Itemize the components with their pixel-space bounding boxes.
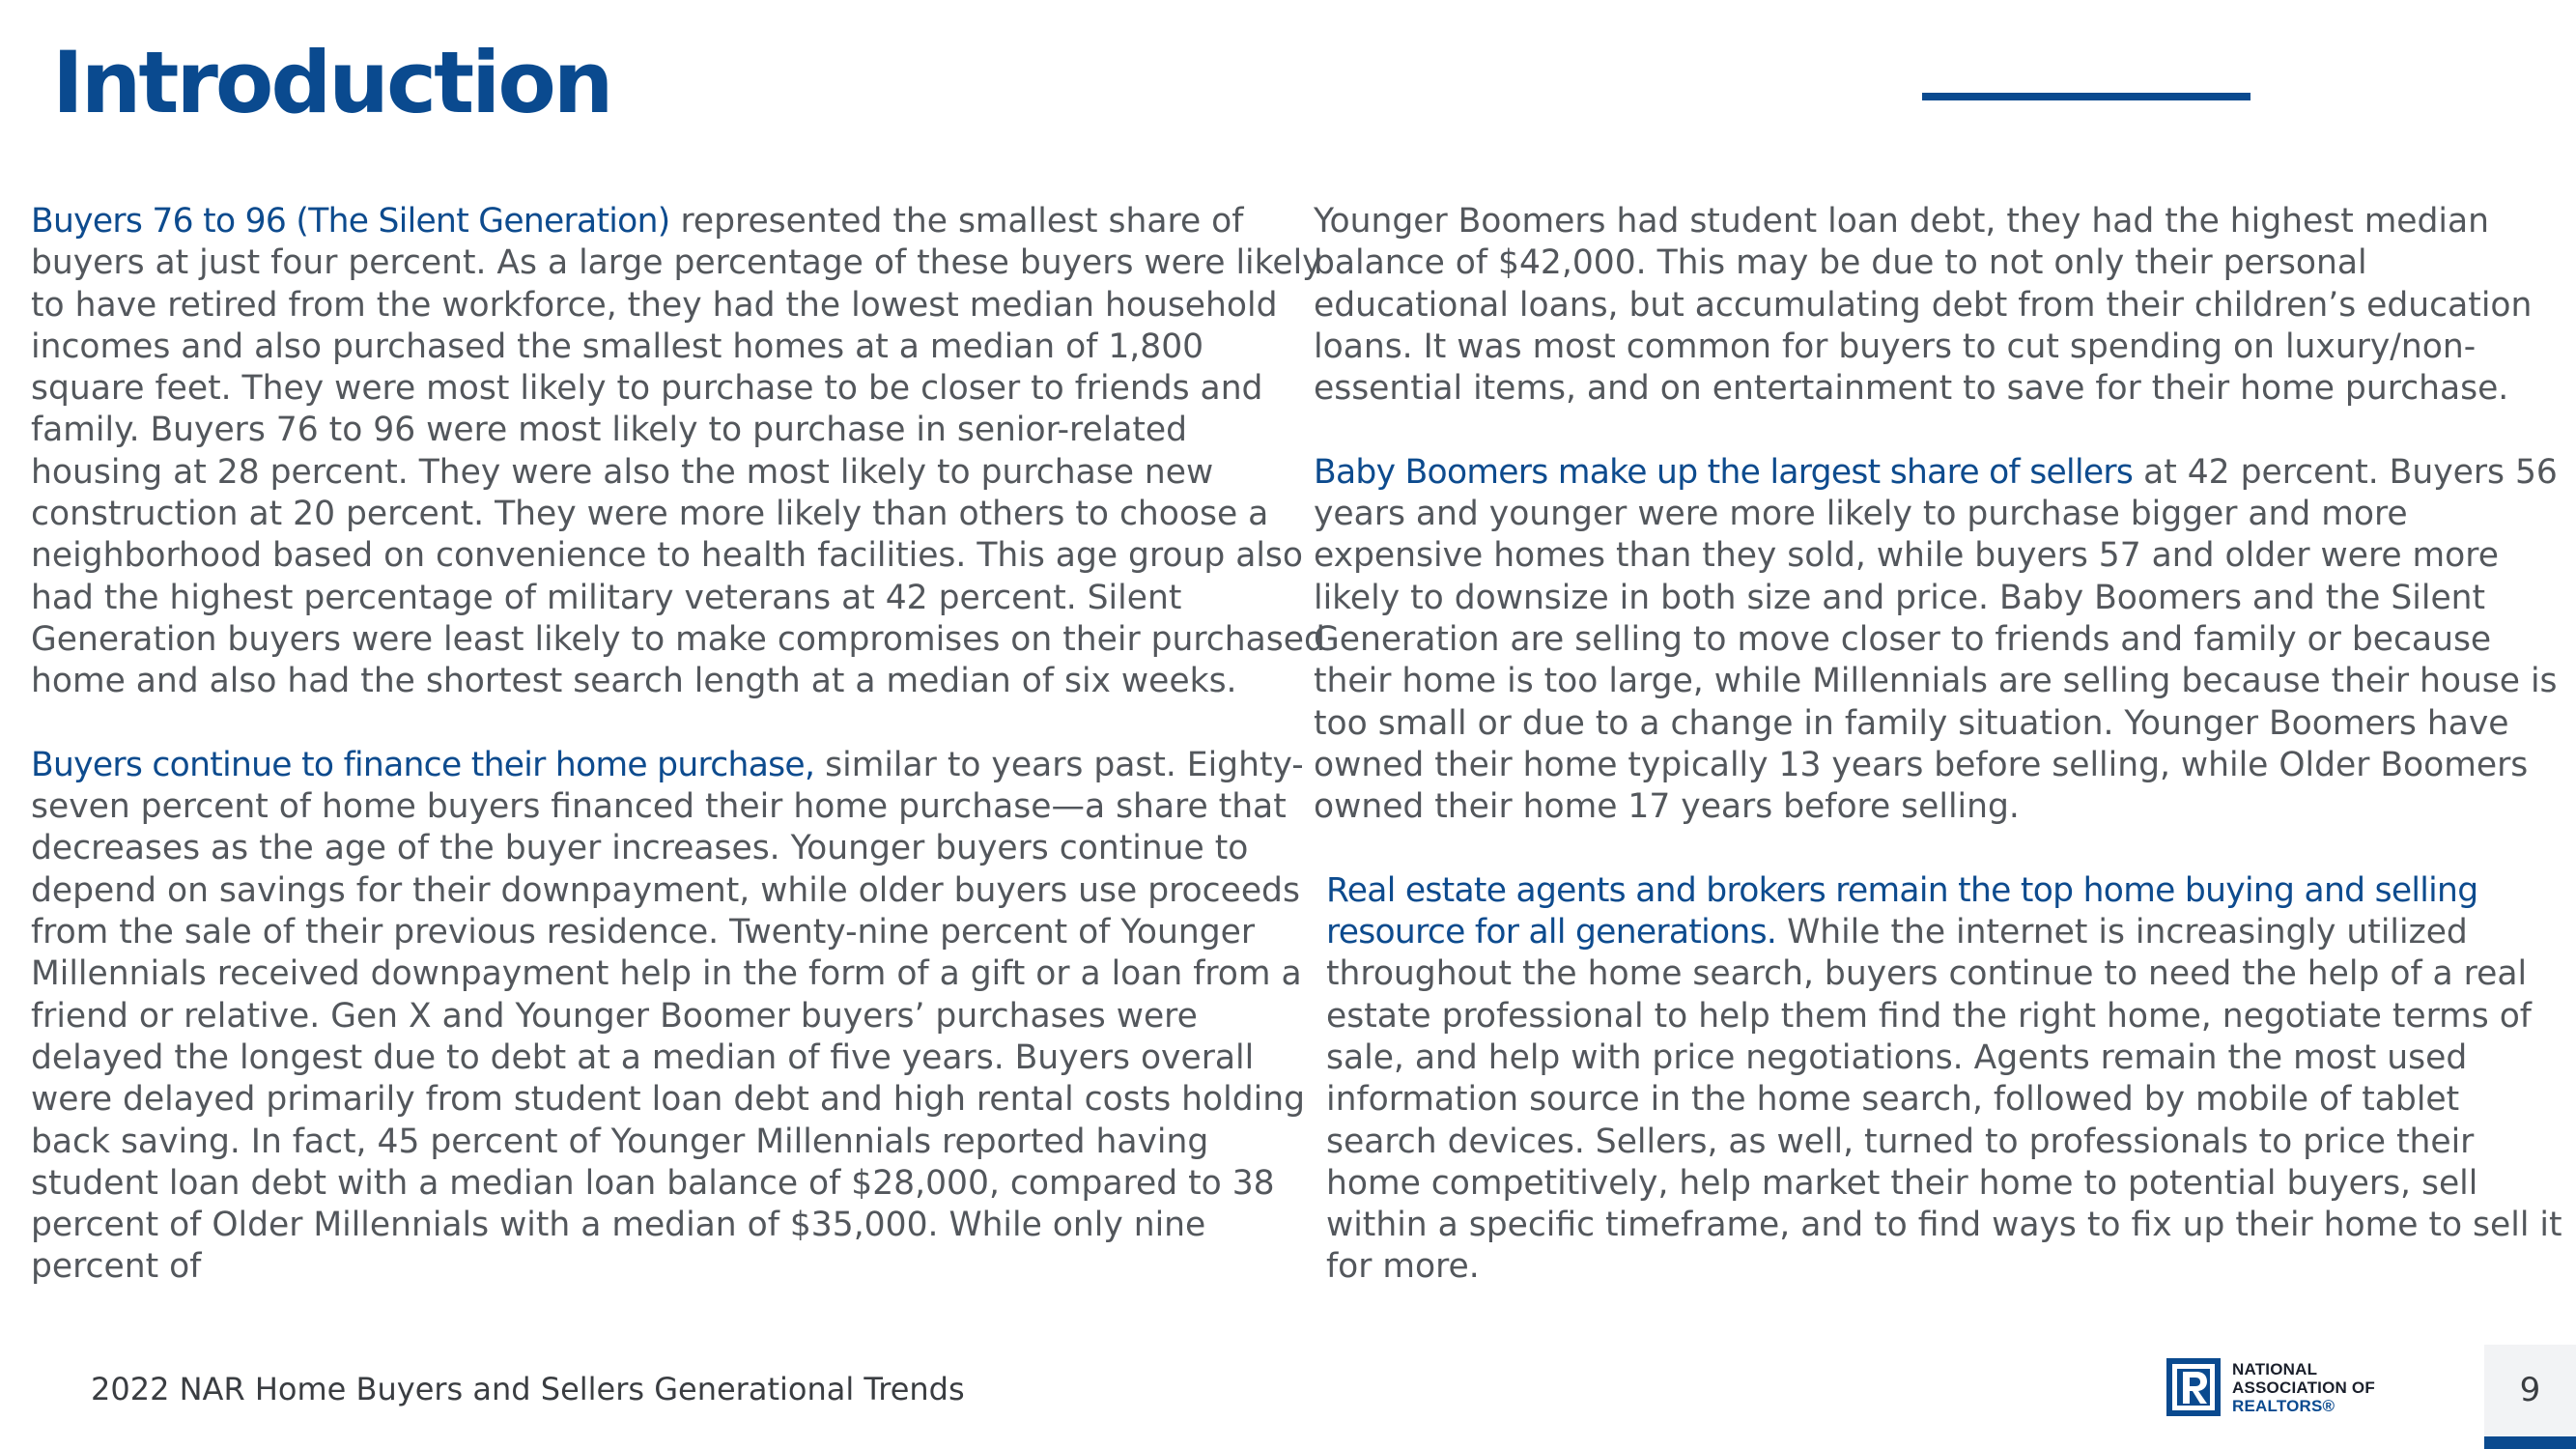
heading-silent-generation: Buyers 76 to 96 (The Silent Generation) — [31, 202, 670, 241]
page-number-accent — [2484, 1436, 2576, 1449]
nar-logo — [2166, 1358, 2418, 1420]
body-baby-boomers: at 42 percent. Buyers 56 years and younger were more likely to purchase bigger and more expensive homes than they sold, while buyers 57 and older were more likely to downsize in both size and price. Baby Boomers and the Silent Generation are selling to move closer to friends and family or because their home is too large, while Millennials are selling because their house is too small or due to a change in family situation. Younger Boomers have owned their home typically 13 years before selling, while Older Boomers owned their home 17 years before selling. — [1314, 452, 2558, 827]
heading-baby-boomers: Baby Boomers make up the largest share of sellers — [1314, 452, 2134, 492]
realtor-r-icon — [2166, 1358, 2221, 1416]
paragraph-financing — [31, 745, 1325, 1289]
heading-agents: Real estate agents and brokers remain the top home buying and selling resource for all generations. — [1326, 870, 2478, 952]
logo-wordmark — [2232, 1360, 2375, 1415]
logo-line-realtors: REALTORS® — [2232, 1397, 2335, 1415]
left-column — [31, 201, 1325, 1289]
paragraph-financing-continued: Younger Boomers had student loan debt, they had the highest median balance of $42,000. This may be due to not only their personal educational loans, but accumulating debt from their children’s education loans. It was most common for buyers to cut spending on luxury/non-essential items, and on entertainment to save for their home purchase. — [1314, 202, 2533, 409]
right-column — [1314, 201, 2569, 1289]
page-title: Introduction — [52, 33, 611, 132]
logo-line-national: NATIONAL — [2232, 1360, 2318, 1378]
paragraph-silent-generation — [31, 201, 1325, 703]
heading-financing: Buyers continue to finance their home purchase, — [31, 745, 815, 784]
footer-report-title: 2022 NAR Home Buyers and Sellers Generational Trends — [91, 1371, 965, 1407]
body-agents: While the internet is increasingly utilized throughout the home search, buyers continue to need the help of a real estate professional to help them find the right home, negotiate terms of sale, and help with price negotiations. Agents remain the most used information source in the home search, followed by mobile of tablet search devices. Sellers, as well, turned to professionals to price their home competitively, help market their home to potential buyers, sell within a specific timeframe, and to find ways to fix up their home to sell it for more. — [1326, 913, 2562, 1287]
body-financing: similar to years past. Eighty-seven percent of home buyers financed their home purchase—a share that decreases as the age of the buyer increases. Younger buyers continue to depend on savings for their downpayment, while older buyers use proceeds from the sale of their previous residence. Twenty-nine percent of Younger Millennials received downpayment help in the form of a gift or a loan from a friend or relative. Gen X and Younger Boomer buyers’ purchases were delayed the longest due to debt at a median of five years. Buyers overall were delayed primarily from student loan debt and high rental costs holding back saving. In fact, 45 percent of Younger Millennials reported having student loan debt with a median loan balance of $28,000, compared to 38 percent of Older Millennials with a median of $35,000. While only nine percent of — [31, 745, 1305, 1287]
logo-line-association: ASSOCIATION OF — [2232, 1378, 2375, 1397]
paragraph-baby-boomers — [1314, 452, 2569, 829]
title-accent-rule — [1922, 93, 2250, 100]
body-silent-generation: represented the smallest share of buyers at just four percent. As a large percentage of these buyers were likely to have retired from the workforce, they had the lowest median household incomes and also purchased the smallest homes at a median of 1,800 square feet. They were most likely to purchase to be closer to friends and family. Buyers 76 to 96 were most likely to purchase in senior-related housing at 28 percent. They were also the most likely to purchase new construction at 20 percent. They were more likely than others to choose a neighborhood based on convenience to health facilities. This age group also had the highest percentage of military veterans at 42 percent. Silent Generation buyers were least likely to make compromises on their purchased home and also had the shortest search length at a median of six weeks. — [31, 202, 1325, 701]
page-number: 9 — [2519, 1371, 2541, 1409]
paragraph-agents — [1314, 870, 2569, 1289]
